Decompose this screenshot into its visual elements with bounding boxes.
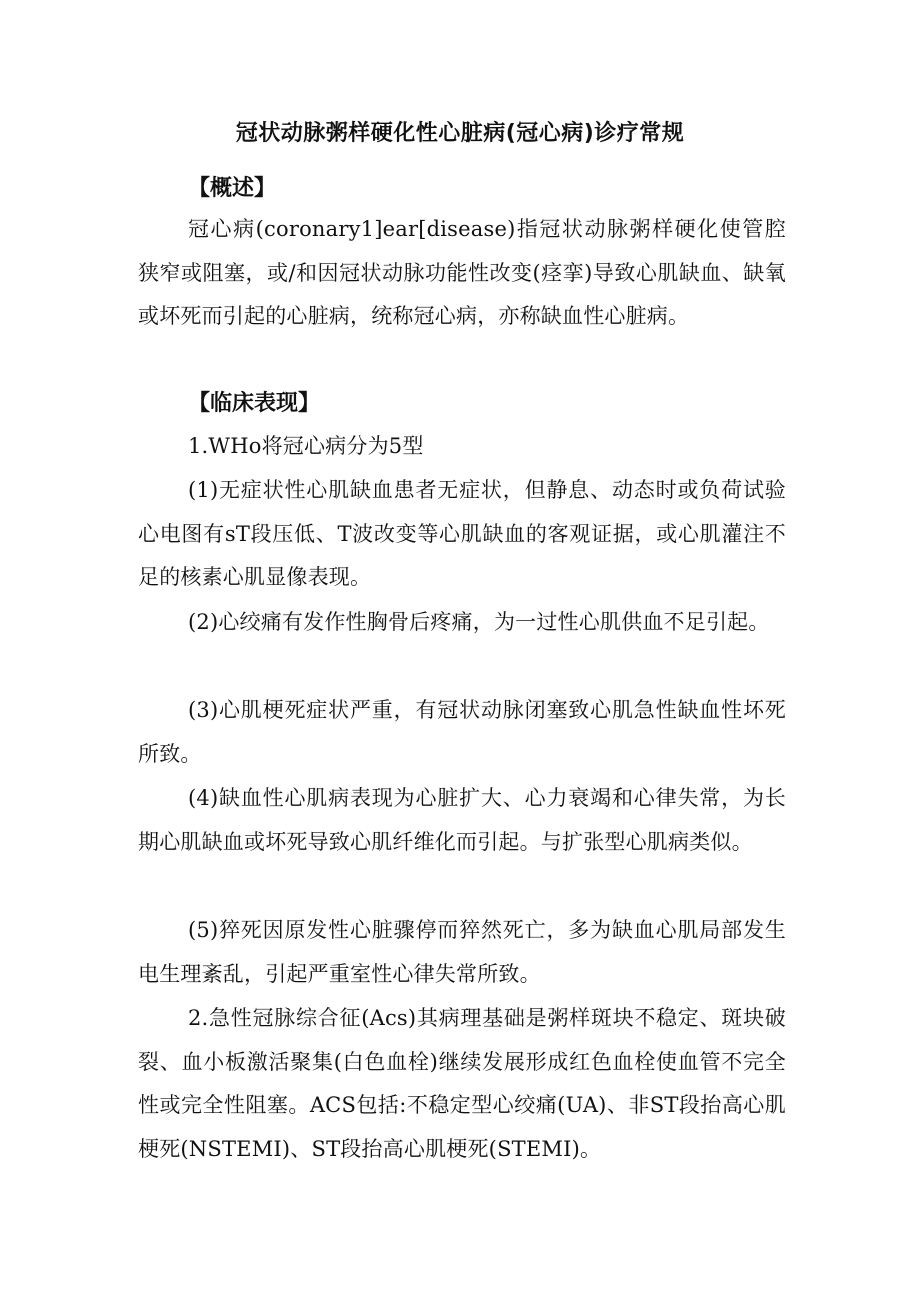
paragraph-type-1: (1)无症状性心肌缺血患者无症状，但静息、动态时或负荷试验心电图有sT段压低、T波改变等心肌缺血的客观证据，或心肌灌注不足的核素心肌显像表现。: [138, 478, 786, 589]
paragraph-type-2: (2)心绞痛有发作性胸骨后疼痛，为一过性心肌供血不足引起。: [188, 610, 770, 634]
paragraph-type-4: (4)缺血性心肌病表现为心脏扩大、心力衰竭和心律失常，为长期心肌缺血或坏死导致心肌纤维化而引起。与扩张型心肌病类似。: [138, 786, 786, 854]
section-heading-overview: 【概述】: [188, 176, 277, 201]
paragraph-acs: 2.急性冠脉综合征(Acs)其病理基础是粥样斑块不稳定、斑块破裂、血小板激活聚集(白色血栓)继续发展形成红色血栓使血管不完全性或完全性阻塞。ACS包括:不稳定型心绞痛(UA)、非ST段抬高心肌梗死(NSTEMI)、ST段抬高心肌梗死(STEMI)。: [138, 1006, 786, 1161]
section-heading-clinical: 【临床表现】: [188, 391, 321, 416]
paragraph-type-5: (5)猝死因原发性心脏骤停而猝然死亡，多为缺血心肌局部发生电生理紊乱，引起严重室性心律失常所致。: [138, 918, 786, 986]
document-title: 冠状动脉粥样硬化性心脏病(冠心病)诊疗常规: [235, 121, 685, 146]
paragraph-overview: 冠心病(coronary1]ear[disease)指冠状动脉粥样硬化使管腔狭窄或阻塞，或/和因冠状动脉功能性改变(痉挛)导致心肌缺血、缺氧或坏死而引起的心脏病，统称冠心病，亦称缺血性心脏病。: [138, 217, 786, 328]
paragraph-type-3: (3)心肌梗死症状严重，有冠状动脉闭塞致心肌急性缺血性坏死所致。: [138, 698, 786, 766]
paragraph-who-types: 1.WHo将冠心病分为5型: [188, 434, 424, 458]
